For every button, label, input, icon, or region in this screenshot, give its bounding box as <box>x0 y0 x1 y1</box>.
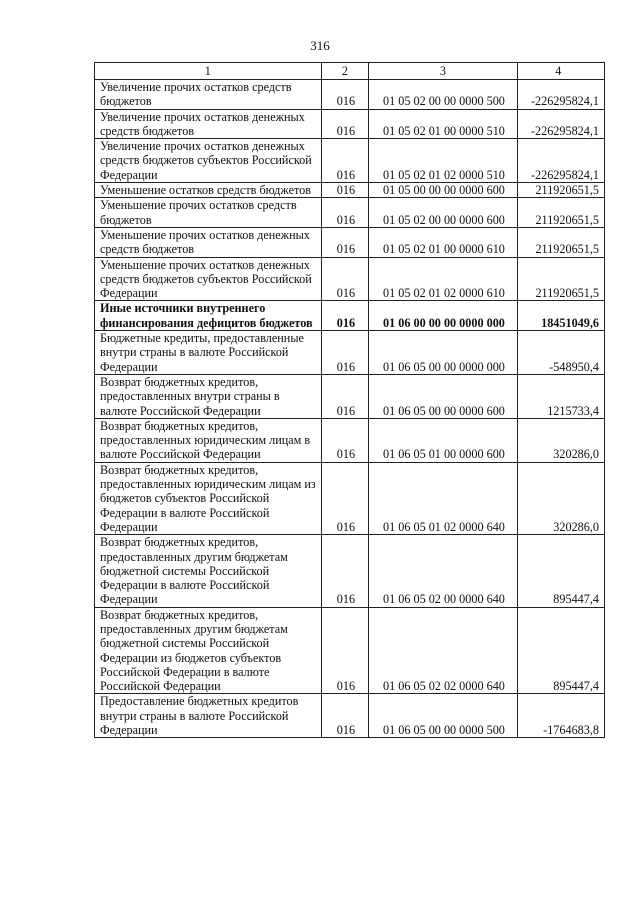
row-admin-code: 016 <box>321 183 369 198</box>
row-admin-code: 016 <box>321 80 369 110</box>
header-col-2: 2 <box>321 63 369 80</box>
row-name: Предоставление бюджетных кредитов внутри страны в валюте Российской Федерации <box>95 694 322 738</box>
header-col-4: 4 <box>517 63 604 80</box>
row-sum: -226295824,1 <box>517 80 604 110</box>
row-sum: 1215733,4 <box>517 374 604 418</box>
row-name: Увеличение прочих остатков денежных средств бюджетов <box>95 109 322 139</box>
row-name: Возврат бюджетных кредитов, предоставленных внутри страны в валюте Российской Федерации <box>95 374 322 418</box>
row-sum: 211920651,5 <box>517 227 604 257</box>
table-row <box>95 462 605 534</box>
row-sum: -226295824,1 <box>517 139 604 183</box>
row-admin-code: 016 <box>321 694 369 738</box>
row-name: Уменьшение прочих остатков средств бюджетов <box>95 198 322 228</box>
table-header-row <box>95 63 605 80</box>
table-row <box>95 607 605 694</box>
table-row <box>95 374 605 418</box>
row-name: Уменьшение остатков средств бюджетов <box>95 183 322 198</box>
table-row <box>95 418 605 462</box>
row-sum: 320286,0 <box>517 462 604 534</box>
row-sum: 18451049,6 <box>517 301 604 331</box>
row-name: Увеличение прочих остатков денежных средств бюджетов субъектов Российской Федерации <box>95 139 322 183</box>
row-classification-code: 01 06 00 00 00 0000 000 <box>369 301 517 331</box>
row-classification-code: 01 06 05 00 00 0000 500 <box>369 694 517 738</box>
table-row <box>95 139 605 183</box>
row-classification-code: 01 05 02 00 00 0000 600 <box>369 198 517 228</box>
table-row <box>95 183 605 198</box>
table-row <box>95 80 605 110</box>
row-admin-code: 016 <box>321 374 369 418</box>
row-sum: 895447,4 <box>517 607 604 694</box>
row-admin-code: 016 <box>321 607 369 694</box>
row-name: Возврат бюджетных кредитов, предоставленных другим бюджетам бюджетной системы Российской Федерации из бюджетов субъектов Российской Федерации в валюте Российской Федерации <box>95 607 322 694</box>
table-row <box>95 109 605 139</box>
row-sum: 895447,4 <box>517 535 604 607</box>
row-admin-code: 016 <box>321 257 369 301</box>
row-classification-code: 01 06 05 01 00 0000 600 <box>369 418 517 462</box>
row-sum: 211920651,5 <box>517 257 604 301</box>
budget-sources-table <box>94 62 605 738</box>
row-sum: 320286,0 <box>517 418 604 462</box>
row-classification-code: 01 06 05 02 02 0000 640 <box>369 607 517 694</box>
row-admin-code: 016 <box>321 227 369 257</box>
row-classification-code: 01 06 05 00 00 0000 600 <box>369 374 517 418</box>
row-classification-code: 01 06 05 00 00 0000 000 <box>369 331 517 375</box>
row-name: Уменьшение прочих остатков денежных средств бюджетов субъектов Российской Федерации <box>95 257 322 301</box>
page-number: 316 <box>310 38 330 53</box>
row-classification-code: 01 05 02 01 02 0000 610 <box>369 257 517 301</box>
row-name: Бюджетные кредиты, предоставленные внутри страны в валюте Российской Федерации <box>95 331 322 375</box>
row-admin-code: 016 <box>321 462 369 534</box>
row-classification-code: 01 05 02 01 00 0000 510 <box>369 109 517 139</box>
row-name: Возврат бюджетных кредитов, предоставленных юридическим лицам в валюте Российской Федерации <box>95 418 322 462</box>
row-admin-code: 016 <box>321 198 369 228</box>
row-sum: 211920651,5 <box>517 198 604 228</box>
row-classification-code: 01 05 02 00 00 0000 500 <box>369 80 517 110</box>
row-classification-code: 01 06 05 01 02 0000 640 <box>369 462 517 534</box>
row-classification-code: 01 05 02 01 00 0000 610 <box>369 227 517 257</box>
row-sum: -1764683,8 <box>517 694 604 738</box>
table-row <box>95 257 605 301</box>
row-name: Возврат бюджетных кредитов, предоставленных юридическим лицам из бюджетов субъектов Российской Федерации в валюте Российской Федерации <box>95 462 322 534</box>
row-classification-code: 01 05 02 01 02 0000 510 <box>369 139 517 183</box>
row-admin-code: 016 <box>321 301 369 331</box>
row-sum: -226295824,1 <box>517 109 604 139</box>
row-name: Иные источники внутреннего финансирования дефицитов бюджетов <box>95 301 322 331</box>
row-admin-code: 016 <box>321 331 369 375</box>
table-row <box>95 198 605 228</box>
table-row-subtotal <box>95 301 605 331</box>
row-classification-code: 01 06 05 02 00 0000 640 <box>369 535 517 607</box>
row-admin-code: 016 <box>321 535 369 607</box>
table-row <box>95 227 605 257</box>
row-admin-code: 016 <box>321 139 369 183</box>
row-sum: 211920651,5 <box>517 183 604 198</box>
row-classification-code: 01 05 00 00 00 0000 600 <box>369 183 517 198</box>
row-sum: -548950,4 <box>517 331 604 375</box>
table-row <box>95 331 605 375</box>
row-admin-code: 016 <box>321 418 369 462</box>
table-row <box>95 535 605 607</box>
header-col-1: 1 <box>95 63 322 80</box>
row-admin-code: 016 <box>321 109 369 139</box>
table-row <box>95 694 605 738</box>
row-name: Возврат бюджетных кредитов, предоставленных другим бюджетам бюджетной системы Российской Федерации в валюте Российской Федерации <box>95 535 322 607</box>
header-col-3: 3 <box>369 63 517 80</box>
row-name: Увеличение прочих остатков средств бюджетов <box>95 80 322 110</box>
row-name: Уменьшение прочих остатков денежных средств бюджетов <box>95 227 322 257</box>
